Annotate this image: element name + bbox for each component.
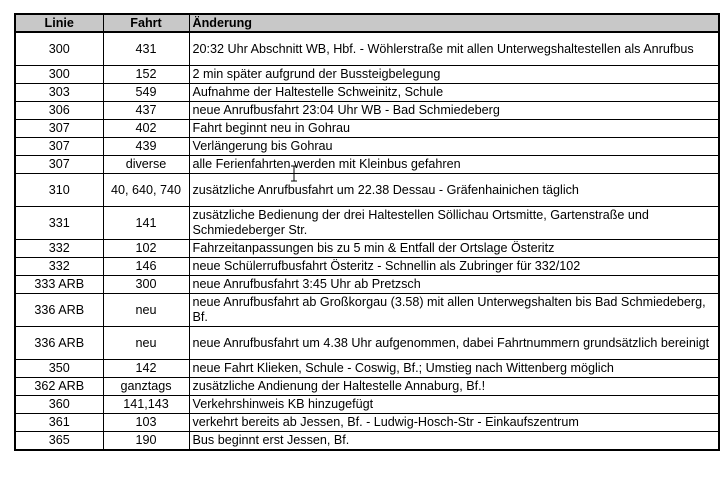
table-row [15,360,719,378]
cell-aenderung: neue Anrufbusfahrt 3:45 Uhr ab Pretzsch [189,276,719,294]
table-row [15,240,719,258]
cell-linie: 362 ARB [15,378,103,396]
header-row [15,14,719,32]
cell-fahrt: 141,143 [103,396,189,414]
header-aenderung: Änderung [189,14,719,32]
cell-fahrt: neu [103,327,189,360]
cell-fahrt: 40, 640, 740 [103,174,189,207]
cell-aenderung: Verkehrshinweis KB hinzugefügt [189,396,719,414]
cell-aenderung: 20:32 Uhr Abschnitt WB, Hbf. - Wöhlerstraße mit allen Unterwegshaltestellen als Anrufbus [189,32,719,66]
table-row [15,102,719,120]
cell-fahrt: 102 [103,240,189,258]
cell-fahrt: 439 [103,138,189,156]
table-row [15,138,719,156]
cell-linie: 307 [15,156,103,174]
cell-fahrt: 402 [103,120,189,138]
cell-linie: 336 ARB [15,294,103,327]
table-row [15,396,719,414]
cell-linie: 360 [15,396,103,414]
cell-fahrt: neu [103,294,189,327]
cell-aenderung: neue Anrufbusfahrt ab Großkorgau (3.58) mit allen Unterwegshalten bis Bad Schmiedeberg, Bf. [189,294,719,327]
header-linie: Linie [15,14,103,32]
cell-aenderung: Bus beginnt erst Jessen, Bf. [189,432,719,451]
cell-fahrt: diverse [103,156,189,174]
cell-linie: 300 [15,32,103,66]
cell-linie: 307 [15,138,103,156]
cell-aenderung: Aufnahme der Haltestelle Schweinitz, Schule [189,84,719,102]
cell-fahrt: 549 [103,84,189,102]
table-row [15,414,719,432]
table-header [15,14,719,32]
cell-aenderung: Verlängerung bis Gohrau [189,138,719,156]
table-row [15,258,719,276]
cell-linie: 303 [15,84,103,102]
cell-aenderung: verkehrt bereits ab Jessen, Bf. - Ludwig-Hosch-Str - Einkaufszentrum [189,414,719,432]
cell-linie: 331 [15,207,103,240]
cell-aenderung: zusätzliche Andienung der Haltestelle Annaburg, Bf.! [189,378,719,396]
cell-fahrt: 103 [103,414,189,432]
schedule-changes-table [14,13,720,451]
table-row [15,432,719,451]
table-row [15,378,719,396]
cell-aenderung: zusätzliche Bedienung der drei Haltestellen Söllichau Ortsmitte, Gartenstraße und Schmiedeberger Str. [189,207,719,240]
cell-aenderung: zusätzliche Anrufbusfahrt um 22.38 Dessau - Gräfenhainichen täglich [189,174,719,207]
cell-linie: 332 [15,240,103,258]
table-row [15,276,719,294]
table-row [15,120,719,138]
cell-aenderung: neue Anrufbusfahrt um 4.38 Uhr aufgenommen, dabei Fahrtnummern grundsätzlich bereinigt [189,327,719,360]
cell-aenderung: neue Schülerrufbusfahrt Österitz - Schnellin als Zubringer für 332/102 [189,258,719,276]
table-row [15,84,719,102]
cell-aenderung: alle Ferienfahrten werden mit Kleinbus gefahren [189,156,719,174]
header-fahrt: Fahrt [103,14,189,32]
cell-aenderung: Fahrzeitanpassungen bis zu 5 min & Entfall der Ortslage Österitz [189,240,719,258]
cell-linie: 332 [15,258,103,276]
cell-fahrt: 300 [103,276,189,294]
text-cursor-icon [290,165,298,182]
cell-fahrt: 141 [103,207,189,240]
cell-linie: 350 [15,360,103,378]
cell-fahrt: 142 [103,360,189,378]
cell-linie: 365 [15,432,103,451]
cell-fahrt: 431 [103,32,189,66]
cell-aenderung: neue Fahrt Klieken, Schule - Coswig, Bf.; Umstieg nach Wittenberg möglich [189,360,719,378]
cell-linie: 300 [15,66,103,84]
cell-aenderung: neue Anrufbusfahrt 23:04 Uhr WB - Bad Schmiedeberg [189,102,719,120]
table-row [15,327,719,360]
schedule-changes-table-container [14,13,720,451]
table-row [15,156,719,174]
cell-linie: 333 ARB [15,276,103,294]
cell-fahrt: 152 [103,66,189,84]
table-row [15,174,719,207]
cell-fahrt: ganztags [103,378,189,396]
cell-linie: 336 ARB [15,327,103,360]
table-row [15,207,719,240]
table-row [15,32,719,66]
table-row [15,66,719,84]
cell-aenderung: 2 min später aufgrund der Bussteigbelegung [189,66,719,84]
cell-linie: 306 [15,102,103,120]
table-row [15,294,719,327]
cell-linie: 310 [15,174,103,207]
cell-fahrt: 190 [103,432,189,451]
table-body [15,32,719,450]
cell-aenderung: Fahrt beginnt neu in Gohrau [189,120,719,138]
cell-fahrt: 437 [103,102,189,120]
cell-linie: 307 [15,120,103,138]
cell-linie: 361 [15,414,103,432]
cell-fahrt: 146 [103,258,189,276]
